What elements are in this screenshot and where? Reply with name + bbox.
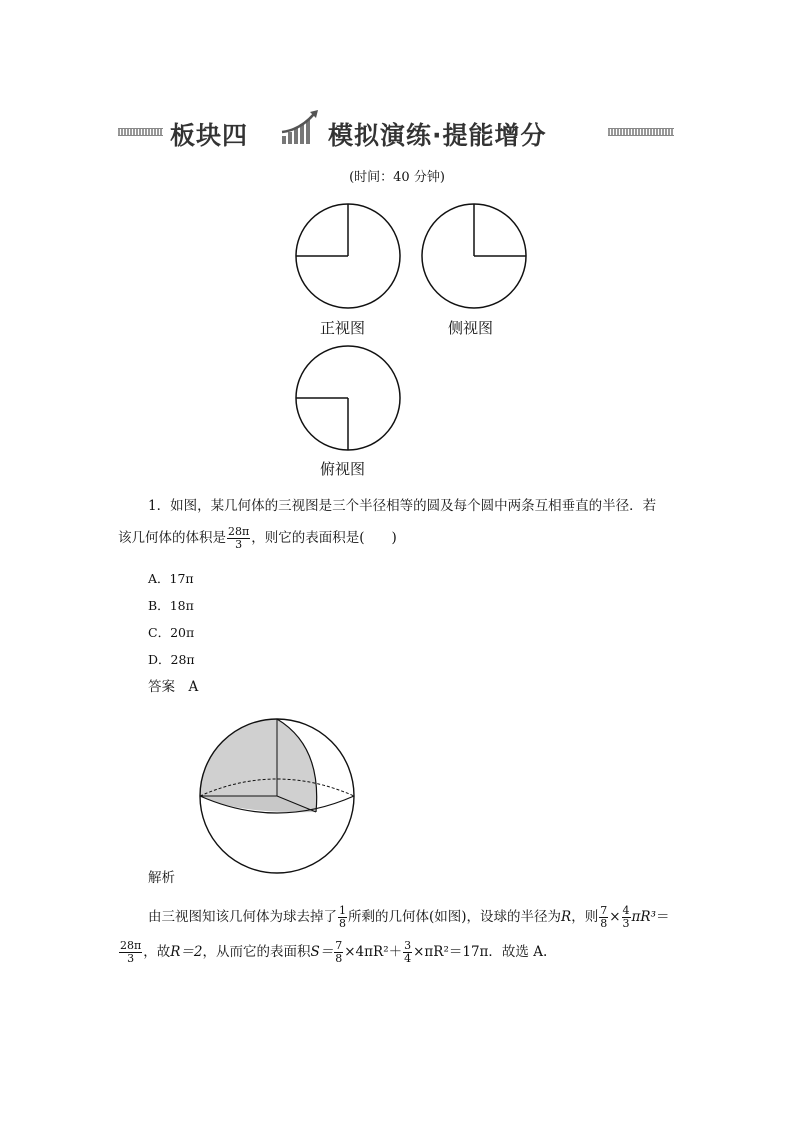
option-a[interactable]: A．17π: [148, 571, 194, 586]
answer-label: 答案: [148, 679, 175, 695]
option-d[interactable]: D．28π: [148, 652, 195, 667]
question-text-2a: 该几何体的体积是: [118, 530, 226, 546]
question-line-1: [148, 496, 656, 516]
side-view-circle: [422, 204, 526, 308]
fraction-seven-eighths: $\frac{7}{8}$: [600, 904, 608, 930]
front-view-circle: [296, 204, 400, 308]
section-title: 模拟演练·提能增分: [328, 121, 547, 150]
three-view-figure: [280, 192, 546, 482]
question-number: 1．: [148, 498, 171, 514]
analysis-line-1: 由三视图知该几何体为球去掉了 $\frac{1}{8}$ 所剩的几何体(如图)，设球的半径为R，则 $\frac{7}{8}$ × $\frac{4}{3}$ πR³＝: [148, 904, 670, 930]
time-note: (时间：40 分钟): [349, 170, 445, 185]
header-right-rule: [608, 128, 674, 136]
volume-fraction: $\frac{28\pi}{3}$: [228, 525, 250, 551]
option-b[interactable]: B．18π: [148, 598, 194, 613]
question-text-2b: ，则它的表面积是( ): [251, 530, 397, 546]
analysis-label: 解析: [148, 870, 175, 886]
side-view-label: 侧视图: [448, 319, 494, 337]
sphere-diagram: [196, 706, 358, 876]
fraction-four-thirds: $\frac{4}{3}$: [622, 904, 630, 930]
analysis-line-2: $\frac{28\pi}{3}$ ，故R＝2，从而它的表面积S＝ $\frac{7}{8}$ ×4πR²＋ $\frac{3}{4}$ ×πR²＝17π．故选 A.: [120, 939, 548, 965]
fraction-three-quarters: $\frac{3}{4}$: [404, 939, 412, 965]
section-header: [118, 116, 674, 148]
answer-line: [148, 677, 198, 697]
front-view-label: 正视图: [320, 319, 366, 337]
option-c[interactable]: C．20π: [148, 625, 195, 640]
question-text-1: 如图，某几何体的三视图是三个半径相等的圆及每个圆中两条互相垂直的半径．若: [170, 498, 657, 514]
question-line-2: [118, 526, 397, 551]
answer-value: A: [188, 679, 199, 695]
top-view-circle: [296, 346, 400, 450]
fraction-one-eighth: $\frac{1}{8}$: [339, 904, 346, 930]
section-label: 板块四: [170, 121, 249, 150]
growth-chart-icon: [280, 110, 322, 146]
header-left-rule: [118, 128, 163, 136]
top-view-label: 俯视图: [320, 460, 366, 478]
fraction-volume: $\frac{28\pi}{3}$: [120, 939, 142, 965]
fraction-seven-eighths-2: $\frac{7}{8}$: [335, 939, 343, 965]
